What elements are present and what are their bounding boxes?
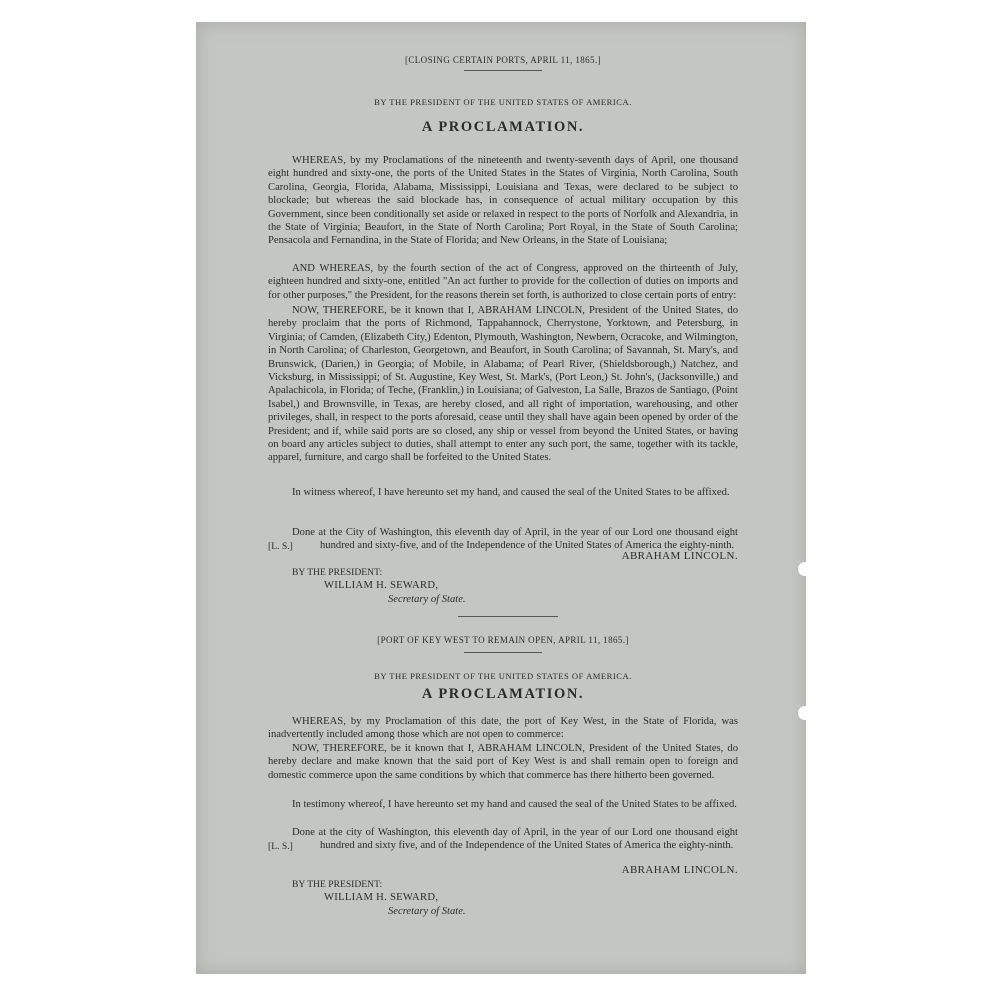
done-at-paragraph: Done at the City of Washington, this eleventh day of April, in the year of our Lord one thousand eight hundred and sixty-five, and of the Independence of the United States of America the eighty-ninth. xyxy=(292,527,738,552)
testimony-paragraph: In testimony whereof, I have hereunto set my hand and caused the seal of the United States to be affixed. xyxy=(292,799,737,810)
signature-lincoln: ABRAHAM LINCOLN. xyxy=(621,550,738,562)
paper-edge-tear xyxy=(798,706,806,720)
signature-lincoln: ABRAHAM LINCOLN. xyxy=(621,864,738,876)
secretary-title: Secretary of State. xyxy=(388,906,466,917)
section-heading-key-west: [PORT OF KEY WEST TO REMAIN OPEN, APRIL 11, 1865.] xyxy=(377,635,629,645)
by-the-president-label: BY THE PRESIDENT: xyxy=(292,567,383,578)
witness-paragraph: In witness whereof, I have hereunto set my hand, and caused the seal of the United States to be affixed. xyxy=(292,487,730,498)
whereas-paragraph: WHEREAS, by my Proclamations of the nineteenth and twenty-seventh days of April, one thousand eight hundred and sixty-one, the ports of the United States in the States of Virginia, North Carolina, South Carolina, Georgia, Florida, Alabama, Mississippi, Louisiana and Texas, were declared to be subject to blockade; but whereas the said blockade has, in consequence of actual military occupation by this Government, since been conditionally set aside or relaxed in respect to the ports of Norfolk and Alexandria, in the State of Virginia; Beaufort, in the State of North Carolina; Port Royal, in the State of South Carolina; Pensacola and Fernandina, in the State of Florida; and New Orleans, in the State of Louisiana; xyxy=(268,155,738,247)
secretary-name: WILLIAM H. SEWARD, xyxy=(324,892,439,903)
section-divider xyxy=(458,616,558,617)
done-at-paragraph: Done at the city of Washington, this eleventh day of April, in the year of our Lord one thousand eight hundred and sixty five, and of the Independence of the United States of America the eighty-ninth. xyxy=(292,827,738,852)
byline: BY THE PRESIDENT OF THE UNITED STATES OF AMERICA. xyxy=(374,97,632,107)
paper-edge-tear xyxy=(798,562,806,576)
by-the-president-label: BY THE PRESIDENT: xyxy=(292,879,383,890)
secretary-name: WILLIAM H. SEWARD, xyxy=(324,580,439,591)
section-heading-closing-ports: [CLOSING CERTAIN PORTS, APRIL 11, 1865.] xyxy=(404,55,602,65)
and-whereas-paragraph: AND WHEREAS, by the fourth section of the act of Congress, approved on the thirteenth of July, eighteen hundred and sixty-one, entitled "An act further to provide for the collection of duties on imports and for other purposes," the President, for the reasons therein set forth, is authorized to close certain ports of entry: xyxy=(268,263,738,301)
seal-mark: [L. S.] xyxy=(268,541,293,552)
whereas-paragraph: WHEREAS, by my Proclamation of this date, the port of Key West, in the State of Florida, was inadvertently included among those which are not open to commerce: xyxy=(268,716,738,741)
broadside-sheet xyxy=(196,22,806,974)
proclamation-title: A PROCLAMATION. xyxy=(421,686,585,702)
proclamation-title: A PROCLAMATION. xyxy=(421,119,585,135)
byline: BY THE PRESIDENT OF THE UNITED STATES OF AMERICA. xyxy=(374,671,632,681)
secretary-title: Secretary of State. xyxy=(388,594,466,605)
now-therefore-paragraph: NOW, THEREFORE, be it known that I, ABRAHAM LINCOLN, President of the United States, do hereby declare and make known that the said port of Key West is and shall remain open to foreign and domestic commerce upon the same conditions by which that commerce has there hitherto been governed. xyxy=(268,743,738,781)
now-therefore-paragraph: NOW, THEREFORE, be it known that I, ABRAHAM LINCOLN, President of the United States, do hereby proclaim that the ports of Richmond, Tappahannock, Cherrystone, Yorktown, and Petersburg, in Virginia; of Camden, (Elizabeth City,) Edenton, Plymouth, Washington, Newbern, Ocracoke, and Wilmington, in North Carolina; of Charleston, Georgetown, and Beaufort, in South Carolina; of Savannah, St. Mary's, and Brunswick, (Darien,) in Georgia; of Mobile, in Alabama; of Pearl River, (Shieldsborough,) Natchez, and Vicksburg, in Mississippi; of St. Augustine, Key West, St. Mark's, (Port Leon,) St. John's, (Jacksonville,) and Apalachicola, in Florida; of Teche, (Franklin,) in Louisiana; of Galveston, La Salle, Brazos de Santiago, (Point Isabel,) and Brownsville, in Texas, are hereby closed, and all right of importation, warehousing, and other privileges, shall, in respect to the ports aforesaid, cease until they shall have again been opened by order of the President; and if, while said ports are so closed, any ship or vessel from beyond the United States, or having on board any articles subject to duties, shall attempt to enter any such port, the same, together with its tackle, apparel, furniture, and cargo shall be forfeited to the United States. xyxy=(268,305,738,464)
seal-mark: [L. S.] xyxy=(268,841,293,852)
divider xyxy=(464,652,542,653)
divider xyxy=(464,70,542,71)
